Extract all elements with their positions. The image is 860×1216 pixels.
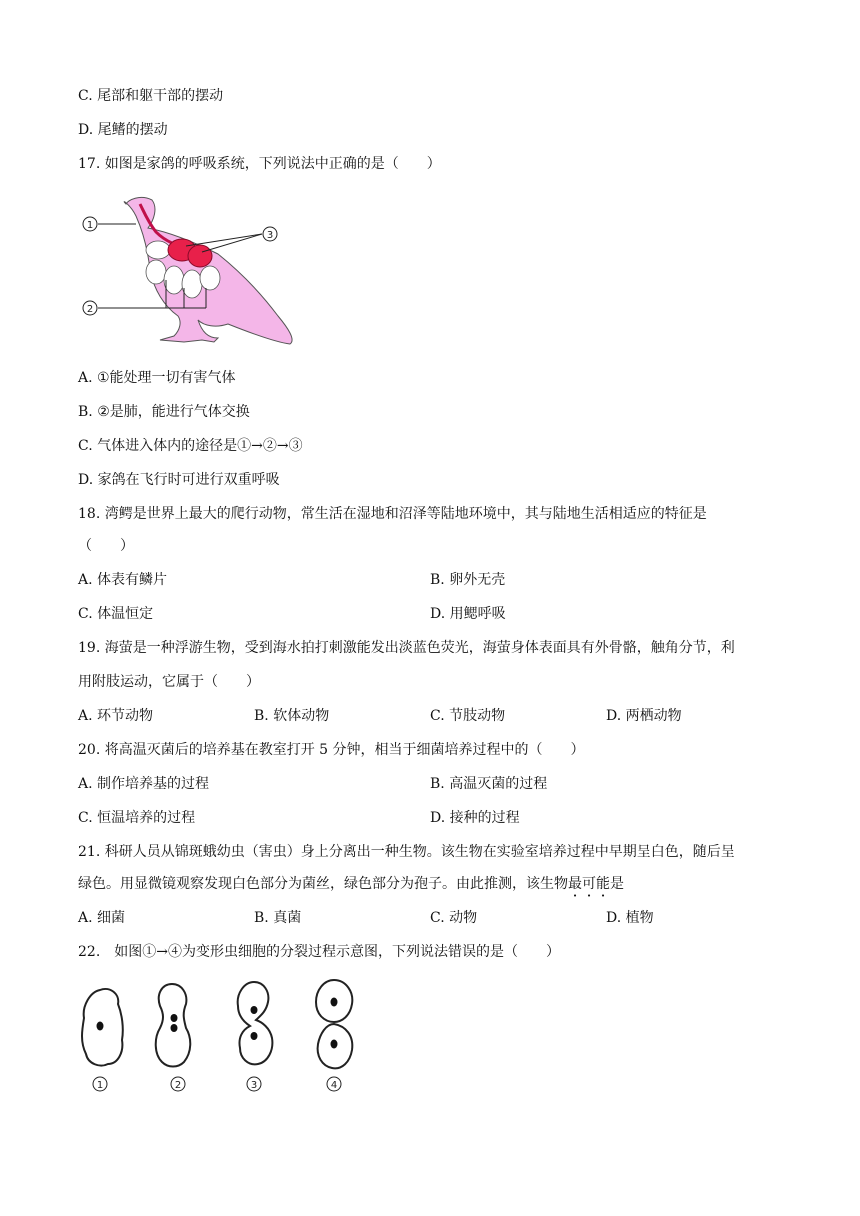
q17-option-c: C. 气体进入体内的途径是①→②→③ [78,438,303,454]
q22-stem: 22. 如图①→④为变形虫细胞的分裂过程示意图，下列说法错误的是（ ） [78,944,560,960]
q17-option-a: A. ①能处理一切有害气体 [78,370,236,386]
q19-option-c: C. 节肢动物 [430,708,506,724]
q17-stem: 17. 如图是家鸽的呼吸系统，下列说法中正确的是（ ） [78,156,441,172]
q20-option-b: B. 高温灭菌的过程 [430,776,548,792]
q18-option-b: B. 卵外无壳 [430,572,506,588]
q21-stem: 21. 科研人员从锦斑蛾幼虫（害虫）身上分离出一种生物。该生物在实验室培养过程中早期呈白色，随后呈 [78,844,735,860]
label-2: 2 [86,304,94,315]
amoeba-cell-3 [238,982,273,1064]
lung [188,245,212,267]
nucleus [171,1014,178,1022]
nucleus [251,1006,258,1014]
label-2: 2 [174,1080,182,1091]
q18-option-a: A. 体表有鳞片 [78,572,168,588]
q17-option-b: B. ②是肺，能进行气体交换 [78,404,250,420]
q19-stem: 19. 海萤是一种浮游生物，受到海水拍打刺激能发出淡蓝色荧光，海萤身体表面具有外骨骼，触角分节，利 [78,640,735,656]
q17-option-d: D. 家鸽在飞行时可进行双重呼吸 [78,472,280,488]
air-sac [200,266,220,290]
label-1: 1 [86,220,94,231]
nucleus [251,1032,258,1040]
air-sac [164,266,184,294]
q21-option-a: A. 细菌 [78,910,126,926]
air-sac [146,260,166,284]
q16-option-d: D. 尾鳍的摆动 [78,122,168,138]
q19-option-a: A. 环节动物 [78,708,154,724]
q21-stem-cont [78,874,624,894]
q21-option-c: C. 动物 [430,910,478,926]
q20-stem: 20. 将高温灭菌后的培养基在教室打开 5 分钟，相当于细菌培养过程中的（ ） [78,742,585,758]
pigeon-respiratory-diagram [78,192,303,352]
air-sac [146,241,170,259]
nucleus [331,1040,338,1049]
q18-stem-cont: （ ） [78,538,134,554]
q18-stem: 18. 湾鳄是世界上最大的爬行动物，常生活在湿地和沼泽等陆地环境中，其与陆地生活相适应的特征是 [78,506,707,522]
q21-option-d: D. 植物 [606,910,654,926]
nucleus [171,1024,178,1032]
nucleus [97,1022,104,1031]
amoeba-division-diagram [78,978,368,1096]
q21-option-b: B. 真菌 [254,910,302,926]
label-3: 3 [266,230,274,241]
q21-emphasis-char: 能 [596,876,610,892]
air-sac [182,270,202,298]
q21-stem-cont-text: 绿色。用显微镜观察发现白色部分为菌丝，绿色部分为孢子。由此推测，该生物 [78,876,568,892]
q18-option-d: D. 用鳃呼吸 [430,606,506,622]
q21-stem-end: 是 [610,876,624,892]
q16-option-c: C. 尾部和躯干部的摆动 [78,88,224,104]
q20-option-a: A. 制作培养基的过程 [78,776,210,792]
nucleus [331,998,338,1007]
q18-option-c: C. 体温恒定 [78,606,154,622]
q20-option-d: D. 接种的过程 [430,810,520,826]
q19-option-d: D. 两栖动物 [606,708,682,724]
q21-emphasis-char: 最 [568,876,582,892]
q20-option-c: C. 恒温培养的过程 [78,810,196,826]
q19-option-b: B. 软体动物 [254,708,330,724]
label-4: 4 [330,1080,338,1091]
label-1: 1 [96,1080,104,1091]
q19-stem-cont: 用附肢运动，它属于（ ） [78,674,260,690]
label-3: 3 [250,1080,258,1091]
q21-emphasis-char: 可 [582,876,596,892]
